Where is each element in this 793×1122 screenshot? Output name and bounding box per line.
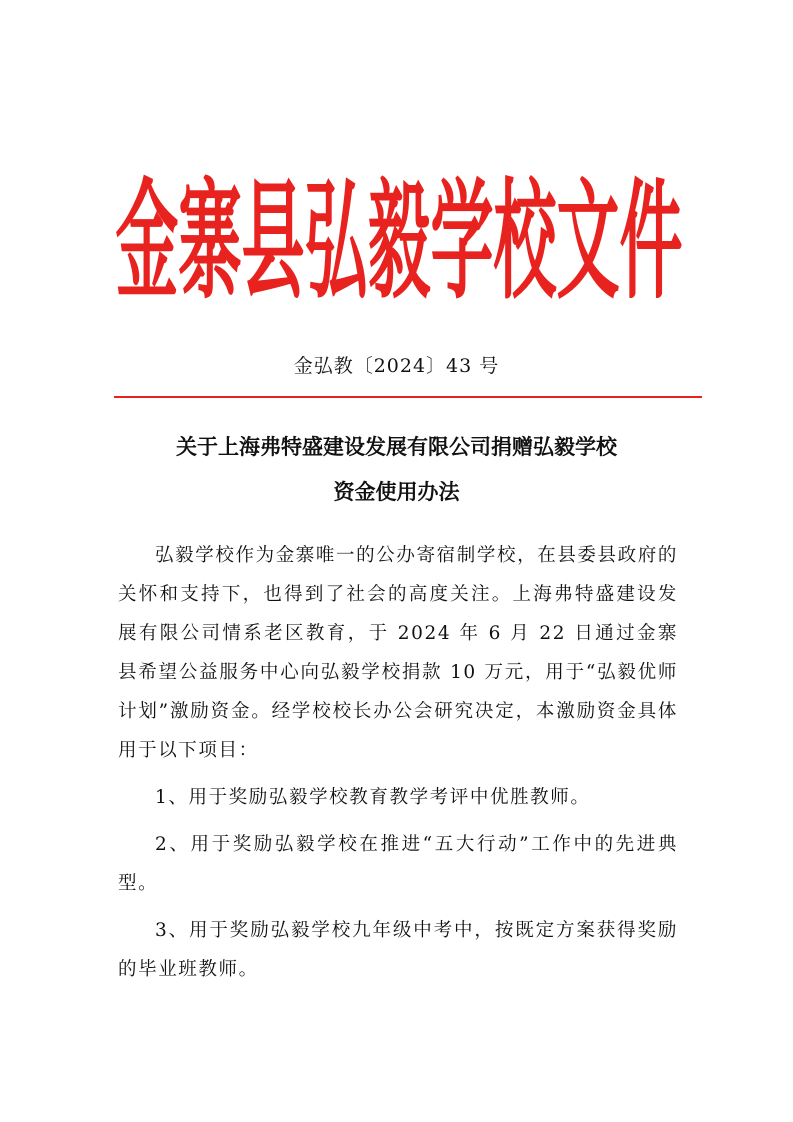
body-paragraph-intro: 弘毅学校作为金寨唯一的公办寄宿制学校，在县委县政府的关怀和支持下，也得到了社会的高度关注。上海弗特盛建设发展有限公司情系老区教育，于 2024 年 6 月 22 日通过金寨县希望公益服务中心向弘毅学校捐款 10 万元，用于“弘毅优师计划”激励资金。经学校校长办公会研究决定，本激励资金具体用于以下项目：	[118, 545, 678, 761]
body-paragraph-item-3: 3、用于奖励弘毅学校九年级中考中，按既定方案获得奖励的毕业班教师。	[118, 920, 678, 980]
red-divider-line	[114, 396, 702, 398]
body-paragraph-item-2: 2、用于奖励弘毅学校在推进“五大行动”工作中的先进典型。	[118, 834, 678, 894]
document-title-line-1: 关于上海弗特盛建设发展有限公司捐赠弘毅学校	[176, 434, 617, 459]
body-paragraph-item-1: 1、用于奖励弘毅学校教育教学考评中优胜教师。	[155, 787, 591, 808]
document-body	[118, 536, 678, 989]
document-number: 金弘教〔2024〕43 号	[293, 355, 500, 377]
document-title-line-2: 资金使用办法	[333, 479, 460, 504]
document-masthead: 金寨县弘毅学校文件	[115, 167, 683, 317]
